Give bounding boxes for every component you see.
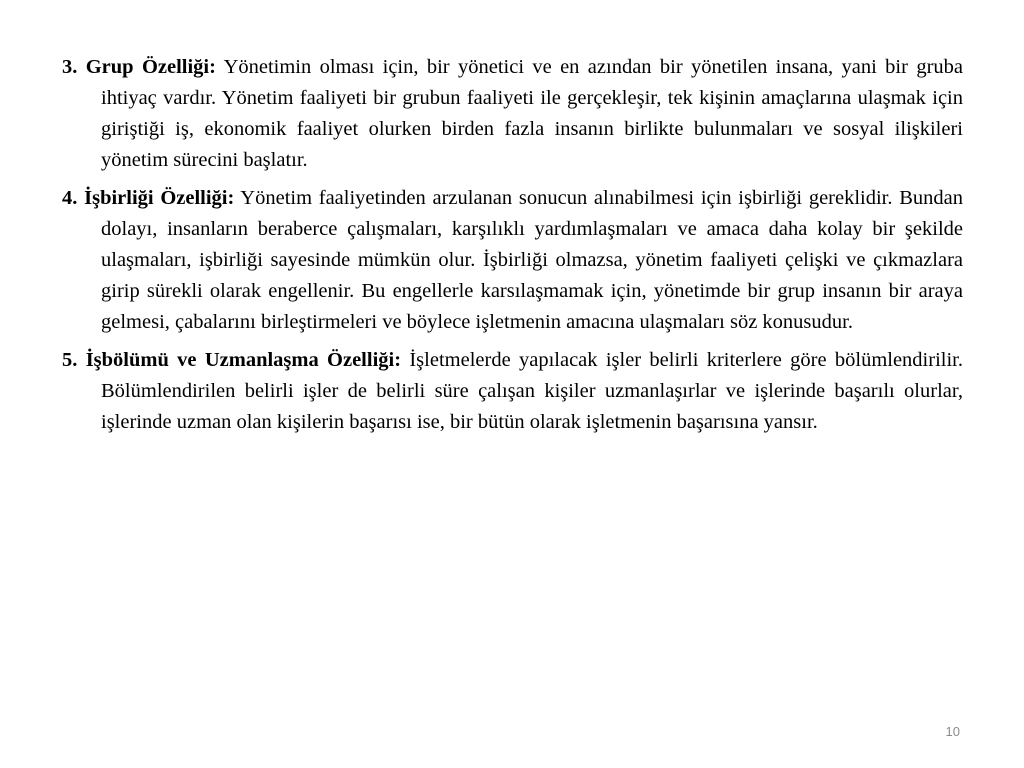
- item-text: Yönetimin olması için, bir yönetici ve en azından bir yönetilen insana, yani bir gruba ihtiyaç vardır. Yönetim faaliyeti bir grubun faaliyeti ile gerçekleşir, tek kişinin amaçlarına ulaşmak için giriştiği iş, ekonomik faaliyet olurken birden fazla insanın birlikte bulunmaları ve sosyal ilişkileri yönetim sürecini başlatır.: [101, 56, 963, 171]
- item-heading: İşbirliği Özelliği:: [84, 187, 235, 209]
- slide-content: [62, 52, 963, 445]
- item-number: 5.: [62, 349, 78, 371]
- page-number: 10: [945, 724, 960, 739]
- item-number: 4.: [62, 187, 78, 209]
- item-text: İşletmelerde yapılacak işler belirli kriterlere göre bölümlendirilir. Bölümlendirilen belirli işler de belirli süre çalışan kişiler uzmanlaşırlar ve işlerinde başarılı olurlar, işlerinde uzman olan kişilerin başarısı ise, bir bütün olarak işletmenin başarısına yansır.: [101, 349, 963, 433]
- item-number: 3.: [62, 56, 78, 78]
- item-heading: Grup Özelliği:: [85, 56, 216, 78]
- list-item-isbirligi-ozelligi: [62, 183, 963, 338]
- list-item-isbolumu-ozelligi: [62, 345, 963, 438]
- list-item-grup-ozelligi: [62, 52, 963, 176]
- item-heading: İşbölümü ve Uzmanlaşma Özelliği:: [85, 349, 402, 371]
- item-text: Yönetim faaliyetinden arzulanan sonucun alınabilmesi için işbirliği gereklidir. Bundan dolayı, insanların beraberce çalışmaları, karşılıklı yardımlaşmaları ve amaca daha kolay bir şekilde ulaşmaları, işbirliği sayesinde mümkün olur. İşbirliği olmazsa, yönetim faaliyeti çelişki ve çıkmazlara girip sürekli olarak engellenir. Bu engellerle karsılaşmamak için, yönetimde bir grup insanın bir araya gelmesi, çabalarını birleştirmeleri ve böylece işletmenin amacına ulaşmaları söz konusudur.: [101, 187, 963, 333]
